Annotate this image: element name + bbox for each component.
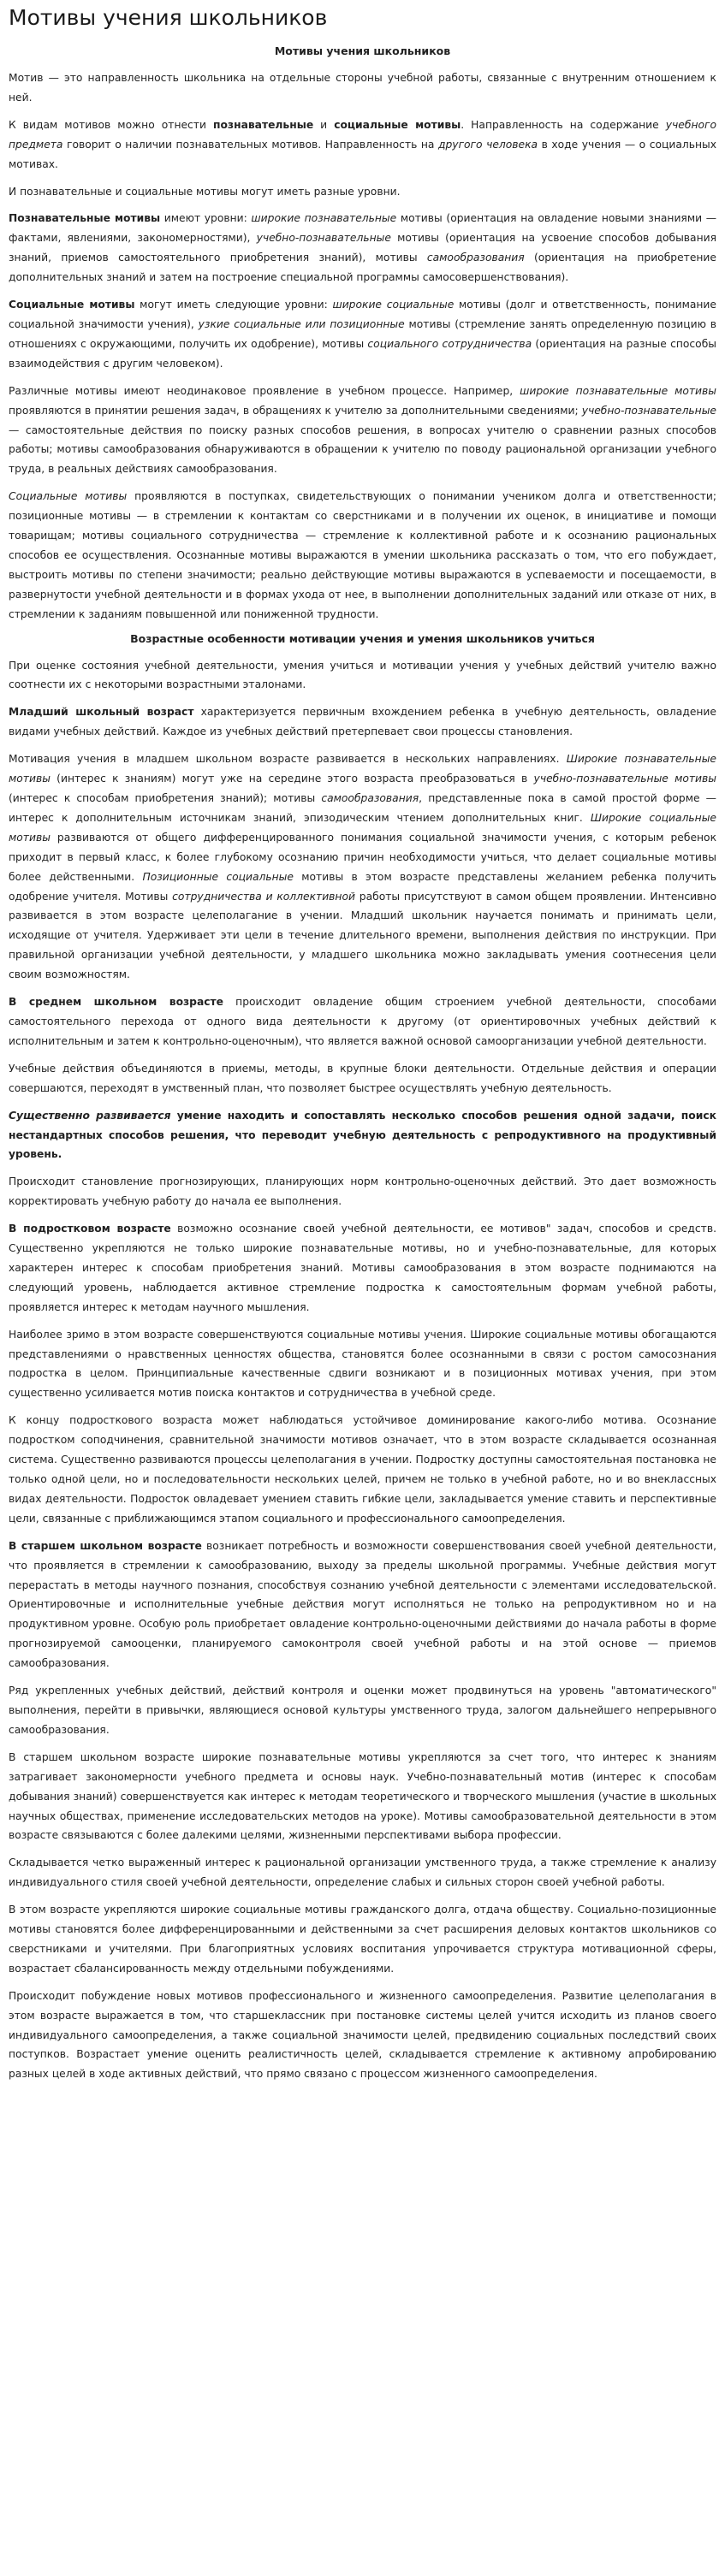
paragraph: Мотивация учения в младшем школьном возрасте развивается в нескольких направлениях. Широкие познавательные мотивы (интерес к знаниям) могут уже на середине этого возраста преобразоваться в учебно-познавательные мотивы (интерес к способам приобретения знаний); мотивы самообразования, представленные пока в самой простой форме — интерес к дополнительным источникам знаний, эпизодическим чтением дополнительных книг. Широкие социальные мотивы развиваются от общего дифференцированного понимания социальной значимости учения, с которым ребенок приходит в первый класс, к более глубокому осознанию причин необходимости учиться, что делает социальные мотивы более действенными. Позиционные социальные мотивы в этом возрасте представлены желанием ребенка получить одобрение учителя. Мотивы сотрудничества и коллективной работы присутствуют в самом общем проявлении. Интенсивно развивается в этом возрасте целеполагание в учении. Младший школьник научается понимать и принимать цели, исходящие от учителя. Удерживает эти цели в течение длительного времени, выполнения действия по инструкции. При правильной организации учебной деятельности, у младшего школьника можно закладывать умения соотнесения цели своим возможностям. — [9, 753, 716, 981]
paragraph: Различные мотивы имеют неодинаковое проявление в учебном процессе. Например, широкие познавательные мотивы проявляются в принятии решения задач, в обращениях к учителю за дополнительными сведениями; учебно-познавательные — самостоятельные действия по поиску разных способов решения, в вопросах учителю о сравнении разных способов работы; мотивы самообразования обнаруживаются в обращении к учителю по поводу рациональной организации учебного труда, в реальных действиях самообразования. — [9, 384, 716, 476]
section-age-features-body — [9, 656, 716, 2085]
paragraph: Складывается четко выраженный интерес к рациональной организации умственного труда, а также стремление к анализу индивидуального стиля своей учебной деятельности, определение слабых и сильных сторон своей учебной работы. — [9, 1856, 716, 1889]
paragraph: Существенно развивается умение находить и сопоставлять несколько способов решения одной задачи, поиск нестандартных способов решения, что переводит учебную деятельность с репродуктивного на продуктивный уровень. — [9, 1109, 716, 1161]
paragraph: Происходит становление прогнозирующих, планирующих норм контрольно-оценочных действий. Это дает возможность корректировать учебную работу до начала ее выполнения. — [9, 1175, 716, 1208]
paragraph: Учебные действия объединяются в приемы, методы, в крупные блоки деятельности. Отдельные действия и операции совершаются, переходят в умственный план, что позволяет быстрее осуществлять учебную деятельность. — [9, 1062, 716, 1094]
paragraph: Социальные мотивы могут иметь следующие уровни: широкие социальные мотивы (долг и ответственность, понимание социальной значимости учения), узкие социальные или позиционные мотивы (стремление занять определенную позицию в отношениях с окружающими, получить их одобрение), мотивы социального сотрудничества (ориентация на разные способы взаимодействия с другим человеком). — [9, 299, 717, 370]
section-heading-age-features: Возрастные особенности мотивации учения и умения школьников учиться — [130, 631, 595, 645]
paragraph: В старшем школьном возрасте широкие познавательные мотивы укрепляются за счет того, что интерес к знаниям затрагивает закономерности учебного предмета и основы наук. Учебно-познавательный мотив (интерес к способам добывания знаний) совершенствуется как интерес к методам теоретического и творческого мышления (участие в школьных научных обществах, применение исследовательских методов на уроке). Мотивы самообразовательной деятельности в этом возрасте связываются с более далекими целями, жизненными перспективами выбора профессии. — [9, 1750, 716, 1842]
section-motives-body — [9, 68, 716, 625]
paragraph: В среднем школьном возрасте происходит овладение общим строением учебной деятельности, способами самостоятельного перехода от одного вида деятельности к другому (от ориентировочных учебных действий к исполнительным и затем к контрольно-оценочным), что является важной основой самоорганизации учебной деятельности. — [9, 996, 716, 1047]
paragraph: И познавательные и социальные мотивы могут иметь разные уровни. — [9, 185, 401, 198]
paragraph: Происходит побуждение новых мотивов профессионального и жизненного самоопределения. Развитие целеполагания в этом возрасте выражается в том, что старшеклассник при постановке системы целей учится исходить из планов своего индивидуального самоопределения, а также социальной значимости целей, предвидению социальных последствий своих поступков. Возрастает умение оценить реалистичность целей, складывается стремление к активному апробированию разных целей в ходе активных действий, что прямо связано с процессом жизненного самоопределения. — [9, 1989, 716, 2081]
paragraph: Наиболее зримо в этом возрасте совершенствуются социальные мотивы учения. Широкие социальные мотивы обогащаются представлениями о нравственных ценностях общества, становятся более осознанными в связи с ростом самосознания подростка в целом. Принципиальные качественные сдвиги возникают и в позиционных мотивах учения, при этом существенно усиливается мотив поиска контактов и сотрудничества в учебной среде. — [9, 1328, 716, 1400]
paragraph: При оценке состояния учебной деятельности, умения учиться и мотивации учения у учебных действий учителю важно соотнести их с некоторыми возрастными эталонами. — [9, 659, 716, 691]
page-title: Мотивы учения школьников — [9, 5, 328, 30]
section-heading-motives: Мотивы учения школьников — [274, 44, 451, 57]
paragraph: В подростковом возрасте возможно осознание своей учебной деятельности, ее мотивов" задач, способов и средств. Существенно укрепляются не только широкие познавательные мотивы, но и учебно-познавательные, для которых характерен интерес к способам приобретения знаний. Мотивы самообразования в этом возрасте поднимаются на следующий уровень, наблюдается активное стремление подростка к самостоятельным формам учебной работы, проявляется интерес к методам научного мышления. — [9, 1223, 716, 1313]
paragraph: К видам мотивов можно отнести познавательные и социальные мотивы. Направленность на содержание учебного предмета говорит о наличии познавательных мотивов. Направленность на другого человека в ходе учения — о социальных мотивах. — [9, 118, 717, 170]
paragraph: Ряд укрепленных учебных действий, действий контроля и оценки может продвинуться на уровень "автоматического" выполнения, перейти в привычки, являющиеся основой культуры умственного труда, залогом дальнейшего непрерывного самообразования. — [9, 1685, 716, 1736]
paragraph: Социальные мотивы проявляются в поступках, свидетельствующих о понимании учеником долга и ответственности; позиционные мотивы — в стремлении к контактам со сверстниками и в получении их оценок, в инициативе и помощи товарищам; мотивы социального сотрудничества — стремление к коллективной работе и к осознанию рациональных способов ее осуществления. Осознанные мотивы выражаются в умении школьника рассказать о том, что его побуждает, выстроить мотивы по степени значимости; реально действующие мотивы выражаются в успеваемости и посещаемости, в развернутости учебной деятельности и в формах ухода от нее, в выполнении дополнительных заданий или отказе от них, в стремлении к заданиям повышенной или пониженной трудности. — [9, 490, 717, 620]
paragraph: В старшем школьном возрасте возникает потребность и возможности совершенствования своей учебной деятельности, что проявляется в стремлении к самообразованию, выходу за пределы школьной программы. Учебные действия могут перерастать в методы научного познания, способствуя сознанию учебной деятельности с элементами исследовательской. Ориентировочные и исполнительные учебные действия могут исполняться не только на репродуктивном но и на продуктивном уровне. Особую роль приобретает овладение контрольно-оценочными действиями до начала работы в форме прогнозируемой самооценки, планируемого самоконтроля своей учебной работы и на этой основе — приемов самообразования. — [9, 1539, 717, 1670]
paragraph: К концу подросткового возраста может наблюдаться устойчивое доминирование какого-либо мотива. Осознание подростком соподчинения, сравнительной значимости мотивов означает, что в этом возрасте складывается осознанная система. Существенно развиваются процессы целеполагания в учении. Подростку доступны самостоятельная постановка не только одной цели, но и последовательности нескольких целей, причем не только в учебной работе, но и во внеклассных видах деятельности. Подросток овладевает умением ставить гибкие цели, закладывается умение ставить и перспективные цели, связанные с приближающимся этапом социального и профессионального самоопределения. — [9, 1414, 716, 1525]
paragraph: Мотив — это направленность школьника на отдельные стороны учебной работы, связанные с внутренним отношением к ней. — [9, 72, 716, 104]
paragraph: Младший школьный возраст характеризуется первичным вхождением ребенка в учебную деятельность, овладение видами учебных действий. Каждое из учебных действий претерпевает свои процессы становления. — [9, 706, 716, 738]
paragraph: В этом возрасте укрепляются широкие социальные мотивы гражданского долга, отдача обществу. Социально-позиционные мотивы становятся более дифференцированными и действенными за счет расширения деловых контактов школьников со сверстниками и учителями. При благоприятных условиях воспитания упрочивается структура мотивационной сферы, возрастает сбалансированность между отдельными побуждениями. — [9, 1904, 716, 1975]
paragraph: Познавательные мотивы имеют уровни: широкие познавательные мотивы (ориентация на овладение новыми знаниями — фактами, явлениями, закономерностями), учебно-познавательные мотивы (ориентация на усвоение способов добывания знаний, приемов самостоятельного приобретения знаний), мотивы самообразования (ориентация на приобретение дополнительных знаний и затем на построение специальной программы самосовершенствования). — [9, 212, 717, 284]
